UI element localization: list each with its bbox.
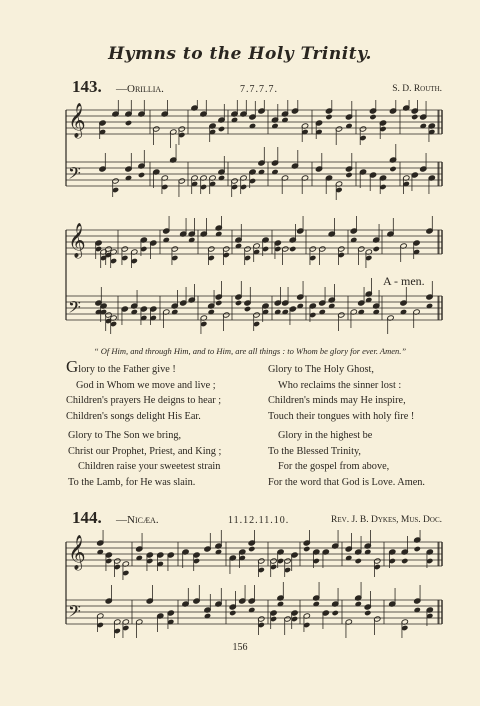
- music-system-1: [0, 100, 480, 200]
- verse-line: Glory to The Son we bring,: [68, 430, 182, 441]
- svg-text:𝄞: 𝄞: [68, 535, 86, 570]
- verse-line: To the Blessed Trinity,: [268, 445, 362, 457]
- composer: S. D. Routh.: [392, 84, 442, 94]
- svg-text:𝄢: 𝄢: [68, 297, 81, 321]
- hymn-143-header: [72, 77, 442, 100]
- amen-text: A - men.: [383, 274, 425, 288]
- hymn-number: 144.: [72, 508, 102, 527]
- verse-line: To the Lamb, for He was slain.: [68, 476, 196, 488]
- verse-2: [268, 362, 414, 424]
- verse-line: Children's songs delight His Ear.: [66, 410, 201, 422]
- svg-text:𝄢: 𝄢: [68, 163, 81, 187]
- meter: 11.12.11.10.: [228, 515, 290, 526]
- verse-line: Children raise your sweetest strain: [78, 461, 221, 473]
- verse-line: Christ our Prophet, Priest, and King ;: [68, 445, 222, 457]
- verse-line: Glory to The Holy Ghost,: [268, 364, 374, 375]
- meter: 7.7.7.7.: [240, 84, 278, 95]
- music-system-3: [0, 530, 480, 640]
- verse-line: God in Whom we move and live ;: [76, 379, 216, 391]
- verse-line: Who reclaims the sinner lost :: [278, 379, 402, 391]
- verse-4: [268, 428, 425, 490]
- verse-line: Glory to the Father give !: [66, 357, 176, 376]
- svg-text:𝄞: 𝄞: [68, 223, 86, 258]
- tune-name: —Nicæa.: [116, 514, 159, 526]
- verse-line: For the gospel from above,: [278, 461, 390, 473]
- verse-line: Children's prayers He deigns to hear ;: [66, 395, 222, 407]
- page-number: 156: [232, 642, 248, 653]
- svg-text:𝄢: 𝄢: [68, 601, 81, 625]
- verse-line: Touch their tongues with holy fire !: [268, 410, 415, 422]
- verse-line: Glory in the highest be: [278, 430, 373, 441]
- verse-3: [68, 428, 221, 490]
- svg-text:𝄞: 𝄞: [68, 103, 86, 138]
- verse-line: Children's minds may He inspire,: [268, 395, 406, 407]
- scripture-quote: “ Of Him, and through Him, and to Him, are all things : to Whom be glory for ever. Amen.”: [93, 346, 407, 356]
- page-title: Hymns to the Holy Trinity.: [108, 44, 372, 64]
- tune-name: —Orillia.: [116, 83, 164, 95]
- composer: Rev. J. B. Dykes, Mus. Doc.: [331, 515, 442, 525]
- hymn-number: 143.: [72, 77, 102, 96]
- verse-line: For the word that God is Love. Amen.: [268, 476, 426, 488]
- hymn-144-header: [72, 508, 442, 531]
- verse-1: [66, 357, 222, 424]
